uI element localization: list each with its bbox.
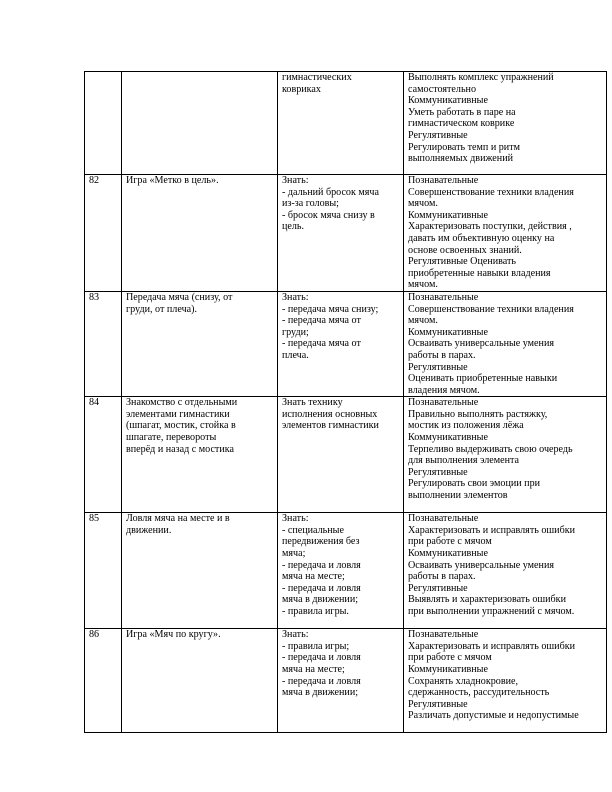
learning-outcomes-line: Регулятивные [408,466,468,478]
learning-outcomes-cell [404,629,607,733]
lesson-number-cell [85,291,122,396]
lesson-content-line: передвижения без [282,536,360,548]
lesson-content-line: мяча на месте; [282,571,345,583]
lesson-topic-line: элементами гимнастики [126,408,230,420]
learning-outcomes-line: Выполнять комплекс упражнений [408,72,554,83]
lesson-topic-line: движении. [126,524,172,536]
learning-outcomes-line: Регулятивные [408,361,468,373]
learning-outcomes-line: владения мячом. [408,384,480,396]
learning-outcomes-line: Коммуникативные [408,95,488,107]
lesson-number: 85 [89,513,100,525]
learning-outcomes-line: Осваивать универсальные умения [408,559,554,571]
lesson-number-cell [85,629,122,733]
learning-outcomes-line: Познавательные [408,291,479,303]
lesson-content-line: - передача и ловля [282,582,361,594]
learning-outcomes-line: Коммуникативные [408,209,488,221]
lesson-topic-line: (шпагат, мостик, стойка в [126,420,236,432]
lesson-number: 82 [89,175,100,186]
lesson-content-line: из-за головы; [282,198,339,210]
learning-outcomes-line: Познавательные [408,175,479,186]
lesson-number: 83 [89,291,100,303]
lesson-content-cell [278,291,404,396]
lesson-content-cell [278,513,404,629]
lesson-number: 86 [89,629,100,641]
lesson-topic-line: вперёд и назад с мостика [126,443,234,455]
learning-outcomes-line: при выполнении упражнений с мячом. [408,606,575,618]
lesson-content-line: элементов гимнастики [282,420,379,432]
learning-outcomes-line: при работе с мячом [408,536,492,548]
lesson-content-line: Знать технику [282,397,343,409]
lesson-number-cell [85,397,122,513]
lesson-content-line: - правила игры. [282,606,349,618]
learning-outcomes-line: Осваивать универсальные умения [408,338,554,350]
lesson-topic-cell [122,513,278,629]
learning-outcomes-line: Уметь работать в паре на [408,106,516,118]
learning-outcomes-line: Характеризовать поступки, действия , [408,221,572,233]
lesson-plan-table [84,71,607,733]
learning-outcomes-line: Коммуникативные [408,664,488,676]
learning-outcomes-line: работы в парах. [408,571,476,583]
learning-outcomes-line: при работе с мячом [408,652,492,664]
lesson-content-line: - правила игры; [282,640,350,652]
lesson-content-line: - бросок мяча снизу в [282,209,375,221]
lesson-content-line: Знать: [282,175,309,186]
learning-outcomes-line: Оценивать приобретенные навыки [408,373,558,385]
learning-outcomes-line: Регулировать свои эмоции при [408,478,541,490]
lesson-topic-line: Знакомство с отдельными [126,397,238,409]
learning-outcomes-line: Правильно выполнять растяжку, [408,408,548,420]
learning-outcomes-line: Коммуникативные [408,326,488,338]
lesson-topic-line: шпагате, перевороты [126,432,217,444]
lesson-content-line: - передача и ловля [282,675,361,687]
learning-outcomes-cell [404,397,607,513]
learning-outcomes-line: Познавательные [408,513,479,525]
learning-outcomes-line: Регулятивные [408,698,468,710]
lesson-content-line: мяча в движении; [282,594,359,606]
lesson-content-line: гимнастических [282,72,352,83]
learning-outcomes-line: Сохранять хладнокровие, [408,675,519,687]
lesson-topic-cell [122,629,278,733]
learning-outcomes-line: Совершенствование техники владения [408,303,574,315]
lesson-content-line: - дальний бросок мяча [282,186,379,198]
learning-outcomes-line: Познавательные [408,397,479,409]
lesson-content-line: - передача мяча от [282,315,361,327]
lesson-content-line: груди; [282,326,309,338]
learning-outcomes-line: выполнении элементов [408,490,508,502]
learning-outcomes-line: Регулятивные Оценивать [408,256,516,268]
learning-outcomes-line: мячом. [408,315,438,327]
lesson-number-cell [85,513,122,629]
lesson-content-cell [278,175,404,292]
learning-outcomes-line: Коммуникативные [408,432,488,444]
lesson-content-line: - специальные [282,524,344,536]
learning-outcomes-line: Характеризовать и исправлять ошибки [408,640,576,652]
learning-outcomes-line: самостоятельно [408,83,477,95]
lesson-content-line: исполнения основных [282,408,378,420]
table-row [85,72,607,175]
lesson-content-line: - передача и ловля [282,652,361,664]
lesson-topic-cell [122,72,278,175]
lesson-topic-cell [122,397,278,513]
learning-outcomes-line: Терпеливо выдерживать свою очередь [408,443,573,455]
table-row [85,175,607,292]
lesson-content-line: плеча. [282,349,309,361]
lesson-topic-cell [122,291,278,396]
learning-outcomes-line: мячом. [408,198,438,210]
table-body [85,72,607,733]
learning-outcomes-line: Характеризовать и исправлять ошибки [408,524,576,536]
learning-outcomes-line: Коммуникативные [408,548,488,560]
learning-outcomes-line: давать им объективную оценку на [408,232,555,244]
learning-outcomes-line: работы в парах. [408,349,476,361]
learning-outcomes-line: для выполнения элемента [408,455,520,467]
table-row [85,629,607,733]
learning-outcomes-line: выполняемых движений [408,153,513,165]
learning-outcomes-line: приобретенные навыки владения [408,267,551,279]
table-row [85,513,607,629]
lesson-content-line: Знать: [282,513,309,525]
lesson-topic-line: Игра «Мяч по кругу». [126,629,221,641]
learning-outcomes-line: гимнастическом коврике [408,118,515,130]
learning-outcomes-line: Познавательные [408,629,479,641]
learning-outcomes-cell [404,513,607,629]
lesson-topic-line: Передача мяча (снизу, от [126,291,233,303]
lesson-content-cell [278,72,404,175]
table-row [85,291,607,396]
learning-outcomes-line: мостик из положения лёжа [408,420,524,432]
lesson-content-cell [278,629,404,733]
lesson-topic-line: груди, от плеча). [126,303,198,315]
lesson-number-cell [85,175,122,292]
learning-outcomes-line: мячом. [408,279,438,291]
learning-outcomes-cell [404,291,607,396]
learning-outcomes-line: Регулятивные [408,129,468,141]
learning-outcomes-line: сдержанность, рассудительность [408,687,550,699]
learning-outcomes-cell [404,72,607,175]
learning-outcomes-line: Регулировать темп и ритм [408,141,521,153]
lesson-content-cell [278,397,404,513]
lesson-topic-line: Игра «Метко в цель». [126,175,219,186]
learning-outcomes-line: основе освоенных знаний. [408,244,522,256]
lesson-content-line: Знать: [282,291,309,303]
lesson-topic-cell [122,175,278,292]
lesson-content-line: мяча на месте; [282,664,345,676]
lesson-number-cell [85,72,122,175]
lesson-content-line: Знать: [282,629,309,641]
lesson-content-line: мяча; [282,548,306,560]
lesson-topic-line: Ловля мяча на месте и в [126,513,230,525]
learning-outcomes-line: Совершенствование техники владения [408,186,574,198]
learning-outcomes-line: Регулятивные [408,582,468,594]
lesson-content-line: цель. [282,221,305,233]
learning-outcomes-line: Различать допустимые и недопустимые [408,710,579,722]
lesson-number: 84 [89,397,100,409]
learning-outcomes-cell [404,175,607,292]
lesson-content-line: мяча в движении; [282,687,359,699]
lesson-content-line: - передача и ловля [282,559,361,571]
lesson-content-line: - передача мяча от [282,338,361,350]
table-row [85,397,607,513]
lesson-content-line: - передача мяча снизу; [282,303,379,315]
lesson-content-line: ковриках [282,83,321,95]
learning-outcomes-line: Выявлять и характеризовать ошибки [408,594,566,606]
